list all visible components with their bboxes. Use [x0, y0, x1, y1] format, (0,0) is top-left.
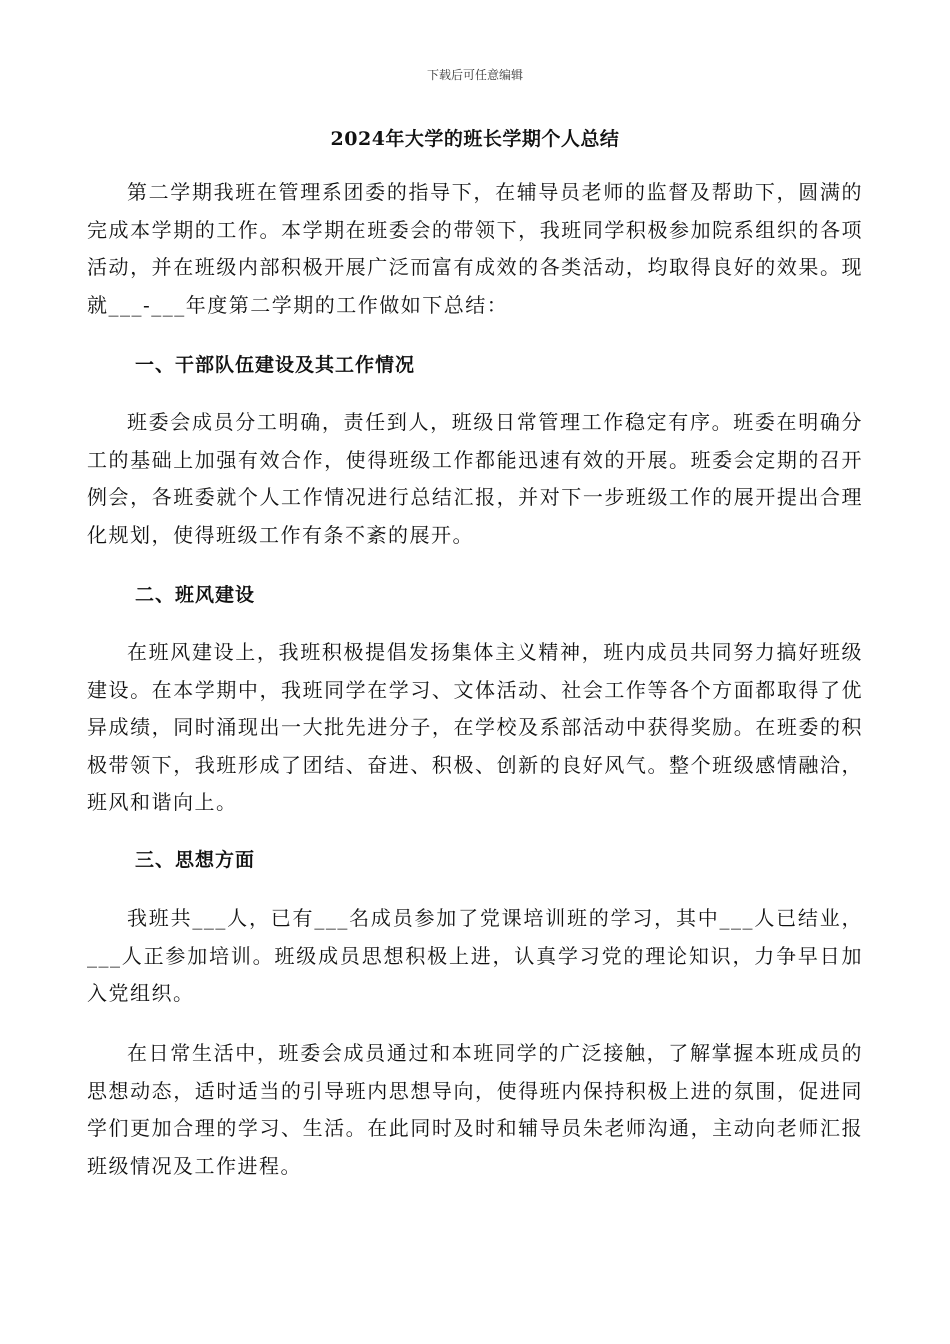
section-1-body	[87, 404, 863, 554]
section-heading: 三、思想方面	[135, 849, 256, 871]
section-heading: 一、干部队伍建设及其工作情况	[135, 354, 416, 376]
section-2-heading-block	[87, 580, 863, 610]
section-2-body	[87, 634, 863, 822]
intro-paragraph: 第二学期我班在管理系团委的指导下，在辅导员老师的监督及帮助下，圆满的完成本学期的工作。本学期在班委会的带领下，我班同学积极参加院系组织的各项活动，并在班级内部积极开展广泛而富有成效的各类活动，均取得良好的效果。现就___-___年度第二学期的工作做如下总结：	[87, 180, 863, 317]
section-paragraph: 在班风建设上，我班积极提倡发扬集体主义精神，班内成员共同努力搞好班级建设。在本学期中，我班同学在学习、文体活动、社会工作等各个方面都取得了优异成绩，同时涌现出一大批先进分子，在学校及系部活动中获得奖励。在班委的积极带领下，我班形成了团结、奋进、积极、创新的良好风气。整个班级感情融洽，班风和谐向上。	[87, 640, 863, 814]
section-paragraph: 在日常生活中，班委会成员通过和本班同学的广泛接触，了解掌握本班成员的思想动态，适时适当的引导班内思想导向，使得班内保持积极上进的氛围，促进同学们更加合理的学习、生活。在此同时及时和辅导员朱老师沟通，主动向老师汇报班级情况及工作进程。	[87, 1041, 863, 1178]
section-paragraph: 班委会成员分工明确，责任到人，班级日常管理工作稳定有序。班委在明确分工的基础上加强有效合作，使得班级工作都能迅速有效的开展。班委会定期的召开例会，各班委就个人工作情况进行总结汇报，并对下一步班级工作的展开提出合理化规划，使得班级工作有条不紊的展开。	[87, 410, 863, 547]
section-1-heading-block	[87, 350, 863, 380]
section-paragraph: 我班共___人，已有___名成员参加了党课培训班的学习，其中___人已结业，___人正参加培训。班级成员思想积极上进，认真学习党的理论知识，力争早日加入党组织。	[87, 906, 863, 1005]
section-3-heading-block	[87, 845, 863, 875]
header-note: 下载后可任意编辑	[426, 68, 523, 82]
section-3-body-2	[87, 1035, 863, 1185]
section-heading: 二、班风建设	[135, 584, 256, 606]
section-3-body-1	[87, 900, 863, 1013]
document-title: 2024年大学的班长学期个人总结	[330, 128, 620, 150]
intro-block	[87, 174, 863, 324]
